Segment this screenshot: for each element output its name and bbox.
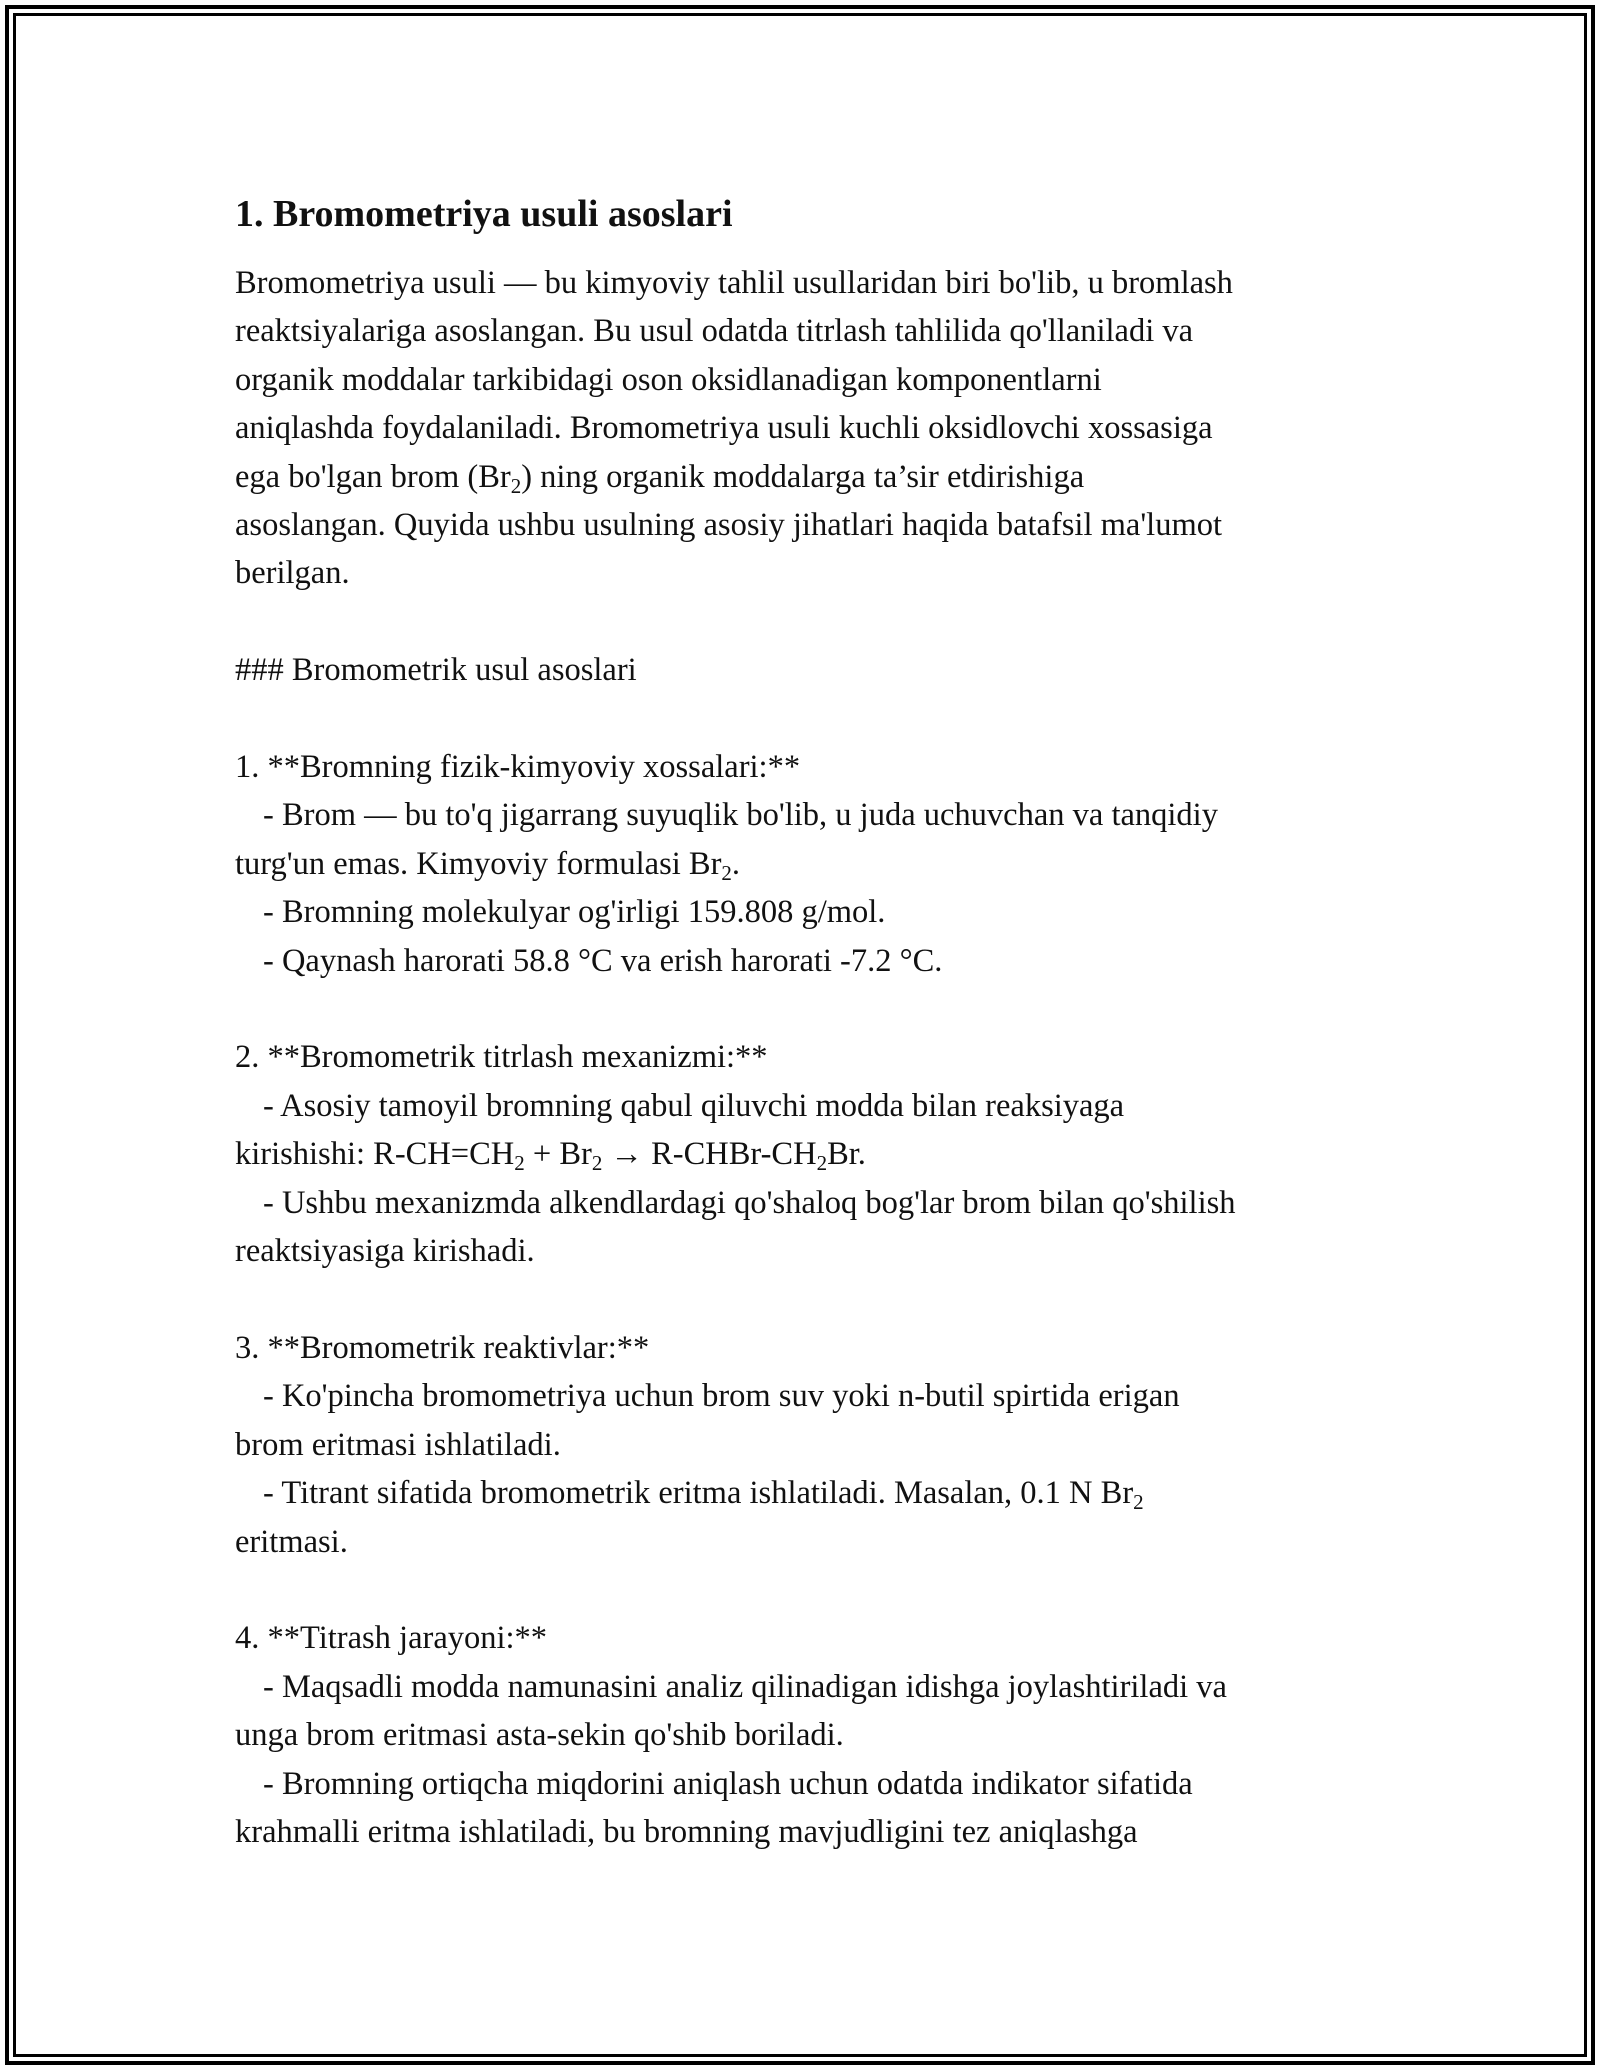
subscript: 2 — [514, 1151, 525, 1176]
list-item-title: 3. **Bromometrik reaktivlar:** — [235, 1329, 650, 1366]
bullet-line: - Maqsadli modda namunasini analiz qilinadigan idishga joylashtiriladi va — [263, 1668, 1227, 1705]
text-run: Br. — [827, 1136, 866, 1173]
bullet-line: - Bromning ortiqcha miqdorini aniqlash uchun odatda indikator sifatida — [263, 1765, 1193, 1802]
text-line: aniqlashda foydalaniladi. Bromometriya usuli kuchli oksidlovchi xossasiga — [235, 410, 1213, 447]
subscript: 2 — [816, 1151, 828, 1176]
list-section-4 — [235, 1614, 1385, 1856]
list-item-title: 2. **Bromometrik titrlash mexanizmi:** — [235, 1039, 768, 1076]
bullet-line: - Ushbu mexanizmda alkendlardagi qo'shaloq bog'lar brom bilan qo'shilish — [263, 1184, 1236, 1221]
bullet-line: - Qaynash harorati 58.8 °C va erish harorati -7.2 °C. — [263, 942, 943, 979]
subscript: 2 — [721, 860, 732, 885]
text-line: Bromometriya usuli — bu kimyoviy tahlil usullaridan biri bo'lib, u bromlash — [235, 265, 1233, 301]
text-run: ) ning organik moddalarga ta’sir etdirishiga — [521, 458, 1085, 495]
text-run: + Br — [524, 1136, 592, 1173]
blank-line — [235, 1275, 1385, 1323]
text-run: . — [731, 845, 741, 882]
text-line: organik moddalar tarkibidagi oson oksidlanadigan komponentlarni — [235, 361, 1102, 398]
blank-line — [235, 985, 1385, 1033]
text-line: berilgan. — [235, 555, 350, 592]
intro-paragraph — [235, 259, 1385, 598]
bullet-line: - Brom — bu to'q jigarrang suyuqlik bo'lib, u juda uchuvchan va tanqidiy — [263, 797, 1218, 834]
list-item-title: 4. **Titrash jarayoni:** — [235, 1620, 548, 1657]
bullet-continuation — [235, 840, 1385, 888]
subheading: ### Bromometrik usul asoslari — [235, 652, 637, 689]
subscript: 2 — [1133, 1490, 1144, 1515]
list-item-title: 1. **Bromning fizik-kimyoviy xossalari:** — [235, 749, 801, 786]
bullet-line: - Asosiy tamoyil bromning qabul qiluvchi modda bilan reaksiyaga — [263, 1087, 1125, 1124]
bullet-continuation: krahmalli eritma ishlatiladi, bu bromning mavjudligini tez aniqlashga — [235, 1813, 1138, 1850]
bullet-line: - Bromning molekulyar og'irligi 159.808 g/mol. — [263, 894, 886, 931]
list-section-3 — [235, 1324, 1385, 1566]
subscript: 2 — [591, 1151, 603, 1176]
text-run: - Titrant sifatida bromometrik eritma ishlatiladi. Masalan, 0.1 N Br — [263, 1475, 1134, 1512]
text-run: turg'un emas. Kimyoviy formulasi Br — [235, 845, 722, 882]
section-heading: 1. Bromometriya usuli asoslari — [235, 193, 733, 235]
blank-line — [235, 695, 1385, 743]
bullet-line — [235, 1469, 1385, 1517]
blank-line — [235, 1566, 1385, 1614]
bullet-continuation: brom eritmasi ishlatiladi. — [235, 1426, 561, 1463]
bullet-continuation: reaktsiyasiga kirishadi. — [235, 1233, 535, 1270]
text-line: reaktsiyalariga asoslangan. Bu usul odatda titrlash tahlilida qo'llaniladi va — [235, 313, 1194, 350]
blank-line — [235, 598, 1385, 646]
text-run: ega bo'lgan brom (Br — [235, 458, 511, 495]
bullet-continuation — [235, 1130, 1385, 1178]
document-body — [235, 185, 1385, 1856]
bullet-line: - Ko'pincha bromometriya uchun brom suv yoki n-butil spirtida erigan — [263, 1378, 1180, 1415]
text-line — [235, 453, 1385, 501]
bullet-continuation: eritmasi. — [235, 1523, 348, 1560]
list-section-2 — [235, 1033, 1385, 1275]
text-run: kirishishi: R-CH=CH — [235, 1136, 515, 1173]
text-run: → R-CHBr-CH — [602, 1136, 817, 1173]
text-line: asoslangan. Quyida ushbu usulning asosiy jihatlari haqida batafsil ma'lumot — [235, 507, 1223, 544]
subscript: 2 — [510, 473, 522, 498]
list-section-1 — [235, 743, 1385, 985]
bullet-continuation: unga brom eritmasi asta-sekin qo'shib boriladi. — [235, 1717, 844, 1754]
